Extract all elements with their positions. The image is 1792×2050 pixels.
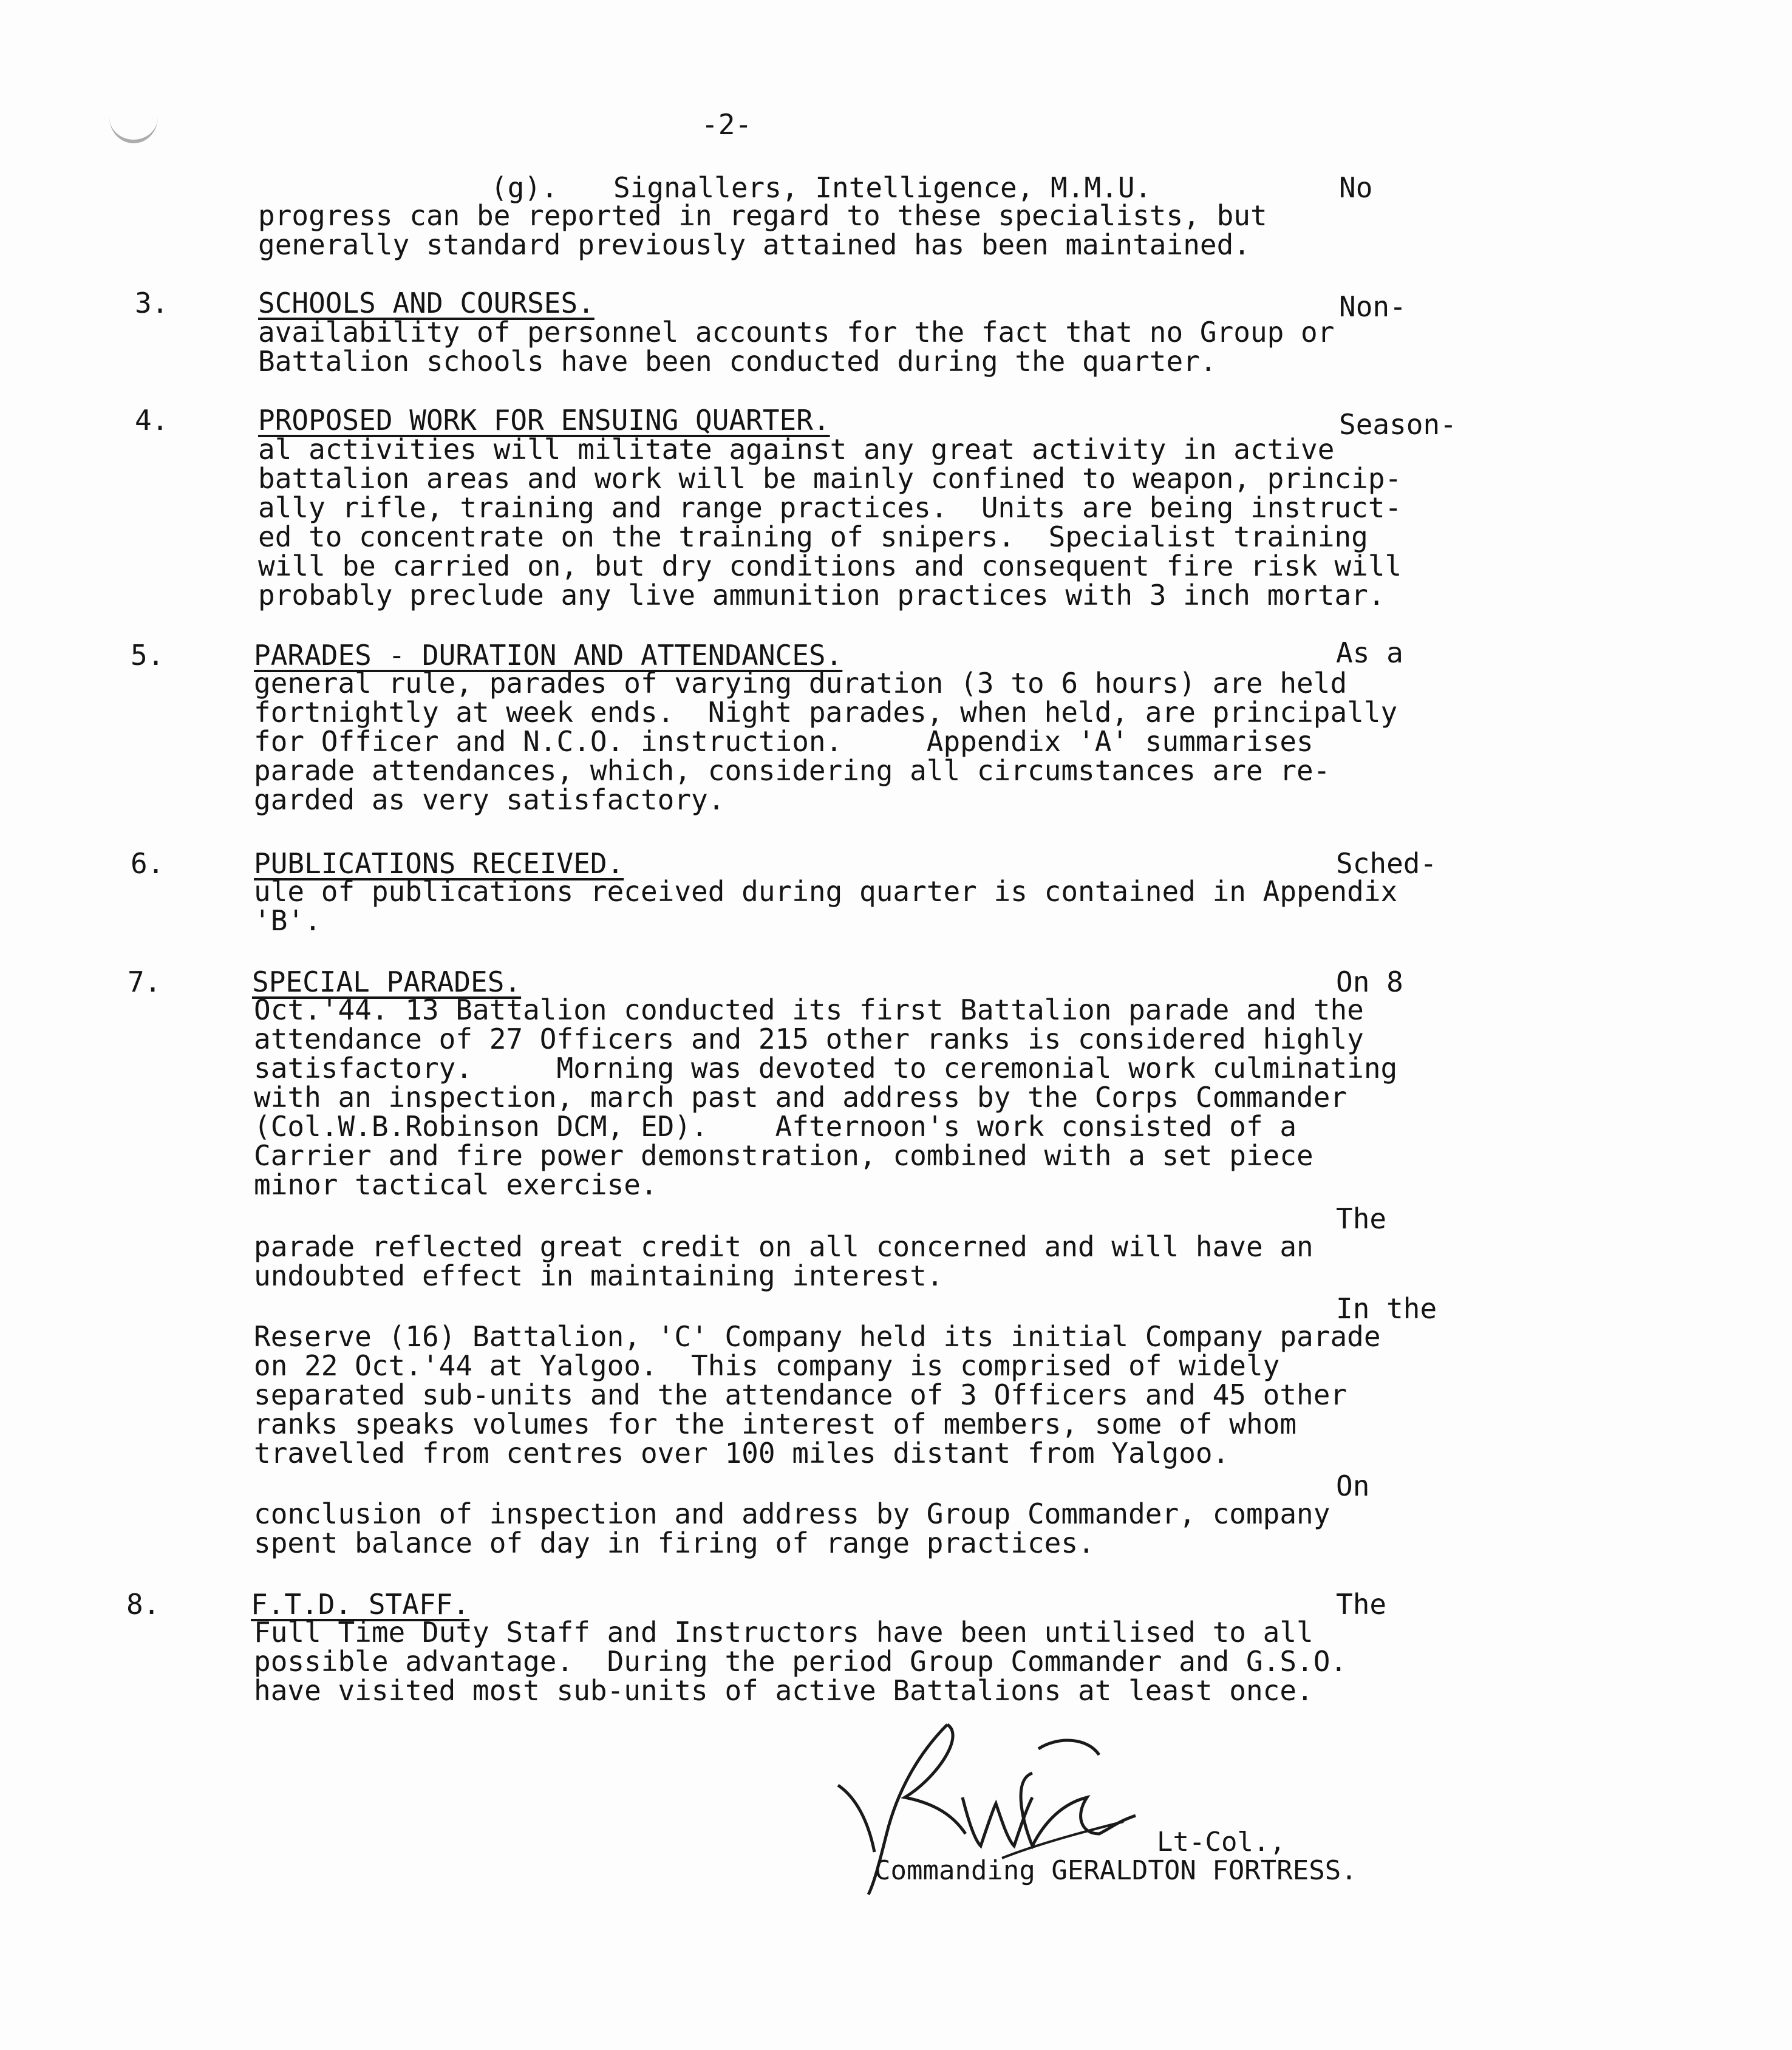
signatory-title: Commanding GERALDTON FORTRESS. xyxy=(874,1855,1357,1886)
section-number: 8. xyxy=(126,1588,160,1621)
section-heading: PUBLICATIONS RECEIVED. xyxy=(254,847,624,880)
text-line: separated sub-units and the attendance of 3 Officers and 45 other xyxy=(254,1378,1347,1411)
text-line: minor tactical exercise. xyxy=(254,1168,658,1201)
text-line: on 22 Oct.'44 at Yalgoo. This company is comprised of widely xyxy=(254,1349,1280,1382)
section-number: 3. xyxy=(135,287,169,319)
text-line: availability of personnel accounts for the fact that no Group or xyxy=(258,316,1335,349)
text-line: 'B'. xyxy=(254,904,321,937)
text-line: spent balance of day in firing of range practices. xyxy=(254,1527,1095,1559)
text-line: Reserve (16) Battalion, 'C' Company held its initial Company parade xyxy=(254,1320,1381,1353)
section-number: 6. xyxy=(131,847,165,880)
lead-word: The xyxy=(1336,1588,1387,1621)
text-line: possible advantage. During the period Group Commander and G.S.O. xyxy=(254,1645,1347,1678)
section-number: 4. xyxy=(135,404,169,437)
lead-word: Season- xyxy=(1339,408,1457,441)
lead-word: On xyxy=(1336,1469,1370,1502)
text-line: probably preclude any live ammunition practices with 3 inch mortar. xyxy=(258,579,1385,611)
text-line: Carrier and fire power demonstration, combined with a set piece xyxy=(254,1139,1313,1172)
text-line: conclusion of inspection and address by Group Commander, company xyxy=(254,1497,1330,1530)
section-number: 5. xyxy=(131,639,165,672)
text-line: for Officer and N.C.O. instruction. Appendix 'A' summarises xyxy=(254,725,1313,758)
text-line: travelled from centres over 100 miles distant from Yalgoo. xyxy=(254,1437,1230,1469)
text-line: have visited most sub-units of active Battalions at least once. xyxy=(254,1674,1313,1707)
text-line: al activities will militate against any great activity in active xyxy=(258,433,1335,466)
text-line: (Col.W.B.Robinson DCM, ED). Afternoon's work consisted of a xyxy=(254,1110,1297,1143)
text-line: parade attendances, which, considering all circumstances are re- xyxy=(254,754,1330,787)
lead-word: No xyxy=(1339,171,1373,204)
text-line: Full Time Duty Staff and Instructors have been untilised to all xyxy=(254,1616,1313,1649)
text-line: fortnightly at week ends. Night parades, when held, are principally xyxy=(254,696,1398,729)
lead-word: In the xyxy=(1336,1292,1437,1325)
signatory-rank: Lt-Col., xyxy=(1157,1827,1286,1858)
section-heading: F.T.D. STAFF. xyxy=(251,1588,470,1621)
text-line: ule of publications received during quarter is contained in Appendix xyxy=(254,875,1398,908)
lead-word: As a xyxy=(1336,636,1403,669)
section-heading: SPECIAL PARADES. xyxy=(252,965,522,998)
text-line: Oct.'44. 13 Battalion conducted its first Battalion parade and the xyxy=(254,993,1364,1026)
text-line: ed to concentrate on the training of snipers. Specialist training xyxy=(258,520,1368,553)
text-line: ranks speaks volumes for the interest of members, some of whom xyxy=(254,1408,1297,1440)
punch-hole-mark xyxy=(109,91,158,143)
text-line: attendance of 27 Officers and 215 other ranks is considered highly xyxy=(254,1023,1364,1055)
lead-word: Non- xyxy=(1339,290,1406,323)
section-heading: SCHOOLS AND COURSES. xyxy=(258,287,594,319)
text-line: progress can be reported in regard to these specialists, but xyxy=(258,199,1267,232)
text-line: undoubted effect in maintaining interest. xyxy=(254,1259,944,1292)
text-line: generally standard previously attained has been maintained. xyxy=(258,228,1250,261)
lead-word: The xyxy=(1336,1202,1387,1235)
text-line: battalion areas and work will be mainly confined to weapon, princip- xyxy=(258,462,1402,495)
subsection-label: (g). xyxy=(491,171,558,204)
text-line: with an inspection, march past and address by the Corps Commander xyxy=(254,1081,1347,1114)
lead-word: On 8 xyxy=(1336,965,1403,998)
text-line: parade reflected great credit on all concerned and will have an xyxy=(254,1230,1313,1263)
text-line: garded as very satisfactory. xyxy=(254,783,725,816)
text-line: ally rifle, training and range practices. Units are being instruct- xyxy=(258,491,1402,524)
section-heading: PARADES - DURATION AND ATTENDANCES. xyxy=(254,639,843,672)
text-line: general rule, parades of varying duration (3 to 6 hours) are held xyxy=(254,667,1347,700)
text-line: will be carried on, but dry conditions and consequent fire risk will xyxy=(258,550,1402,582)
page-number: -2- xyxy=(701,108,752,141)
section-heading: PROPOSED WORK FOR ENSUING QUARTER. xyxy=(258,404,830,437)
subsection-heading: Signallers, Intelligence, M.M.U. xyxy=(613,171,1152,204)
section-number: 7. xyxy=(128,965,162,998)
text-line: Battalion schools have been conducted during the quarter. xyxy=(258,345,1217,378)
text-line: satisfactory. Morning was devoted to ceremonial work culminating xyxy=(254,1052,1398,1085)
lead-word: Sched- xyxy=(1336,847,1437,880)
